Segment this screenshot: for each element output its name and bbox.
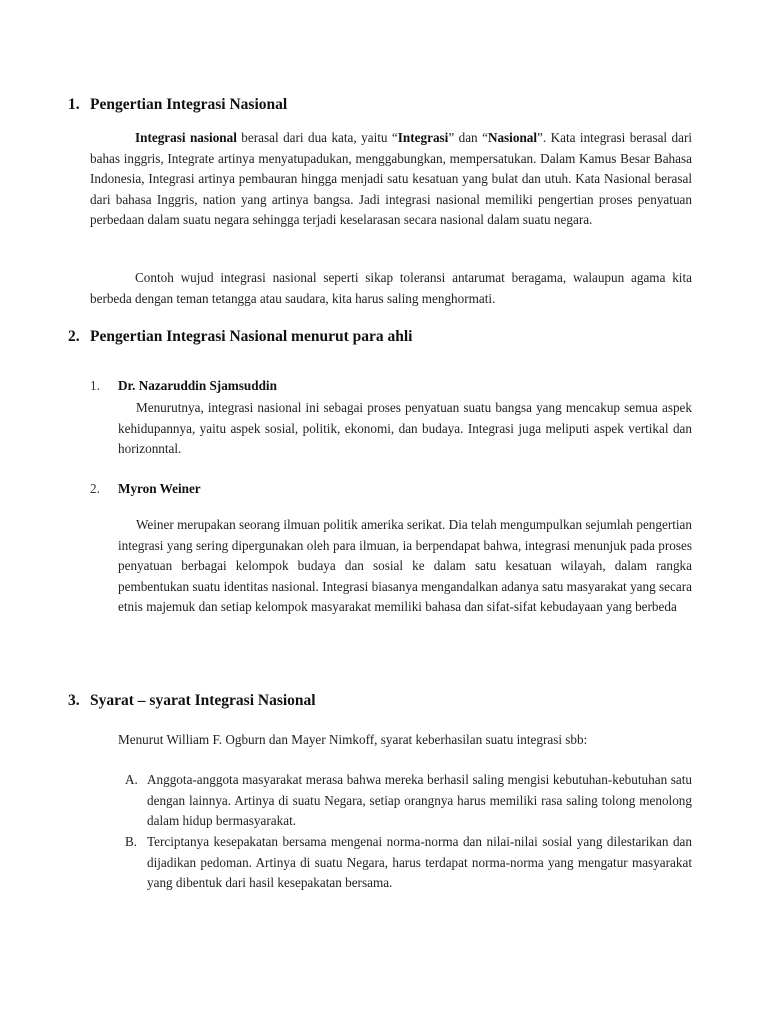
section-heading-1 [68, 96, 287, 114]
expert-name: Myron Weiner [118, 481, 201, 496]
expert-heading-2 [90, 481, 201, 497]
section-3-intro: Menurut William F. Ogburn dan Mayer Nimkoff, syarat keberhasilan suatu integrasi sbb: [118, 732, 588, 747]
item-text: Terciptanya kesepakatan bersama mengenai norma-norma dan nilai-nilai sosial yang dilestarikan dan dijadikan pedoman. Artinya di suatu Negara, harus terdapat norma-norma yang mengatur masyarakat yang dibentuk dari hasil kesepakatan bersama. [147, 834, 692, 890]
requirement-item-a [125, 770, 692, 832]
bold-term: Integrasi nasional [135, 130, 237, 145]
section-number: 3. [68, 692, 80, 709]
expert-heading-1 [90, 378, 277, 394]
expert-name: Dr. Nazaruddin Sjamsuddin [118, 378, 277, 393]
item-letter: B. [125, 834, 138, 849]
text-run: ” dan “ [448, 130, 488, 145]
section-number: 1. [68, 96, 80, 113]
item-letter: A. [125, 772, 138, 787]
section-1-paragraph-1 [90, 128, 692, 231]
section-title: Pengertian Integrasi Nasional [90, 96, 288, 113]
section-title: Pengertian Integrasi Nasional menurut para ahli [90, 328, 413, 345]
section-heading-2 [68, 328, 413, 346]
text-run: berasal dari dua kata, yaitu “ [236, 130, 398, 145]
section-title: Syarat – syarat Integrasi Nasional [90, 692, 316, 709]
text-run: Weiner merupakan seorang ilmuan politik amerika serikat. Dia telah mengumpulkan sejumlah pengertian integrasi yang sering dipergunakan oleh para ilmuan, ia berpendapat bahwa, integrasi menunjuk pada proses penyatuan berbagai kelompok budaya dan sosial ke dalam satu kesatuan wilayah, dalam rangka pembentukan suatu identitas nasional. Integrasi biasanya mengandalkan adanya satu masyarakat yang secara etnis majemuk dan setiap kelompok masyarakat memiliki bahasa dan sifat-sifat kebudayaan yang berbeda [118, 517, 692, 614]
section-1-paragraph-2 [90, 268, 692, 309]
expert-2-paragraph [118, 515, 692, 618]
requirement-item-b [125, 832, 692, 894]
text-run: ”. Kata integrasi berasal dari bahas inggris, Integrate artinya menyatupadukan, menggabungkan, mempersatukan. Dalam Kamus Besar Bahasa Indonesia, Integrasi artinya pembauran hingga menjadi satu kesatuan yang bulat dan utuh. Kata Nasional berasal dari bahasa Inggris, nation yang artinya bangsa. Jadi integrasi nasional memiliki pengertian proses penyatuan perbedaan dalam suatu negara sehingga terjadi keselarasan secara nasional dalam suatu negara. [90, 130, 693, 227]
bold-term: Nasional [487, 130, 538, 145]
expert-number: 2. [90, 481, 100, 496]
section-heading-3 [68, 692, 316, 710]
item-text: Anggota-anggota masyarakat merasa bahwa mereka berhasil saling mengisi kebutuhan-kebutuhan satu dengan lainnya. Artinya di suatu Negara, setiap orangnya harus memiliki rasa saling tolong menolong dalam hidup bermasyarakat. [147, 772, 692, 828]
expert-number: 1. [90, 378, 100, 393]
expert-1-paragraph [118, 398, 692, 460]
text-run: Menurutnya, integrasi nasional ini sebagai proses penyatuan suatu bangsa yang mencakup semua aspek kehidupannya, yaitu aspek sosial, politik, ekonomi, dan budaya. Integrasi juga meliputi aspek vertikal dan horizonntal. [118, 400, 692, 456]
bold-term: Integrasi [397, 130, 449, 145]
text-run: Contoh wujud integrasi nasional seperti sikap toleransi antarumat beragama, walaupun agama kita berbeda dengan teman tetangga atau saudara, kita harus saling menghormati. [90, 270, 692, 306]
section-number: 2. [68, 328, 80, 345]
